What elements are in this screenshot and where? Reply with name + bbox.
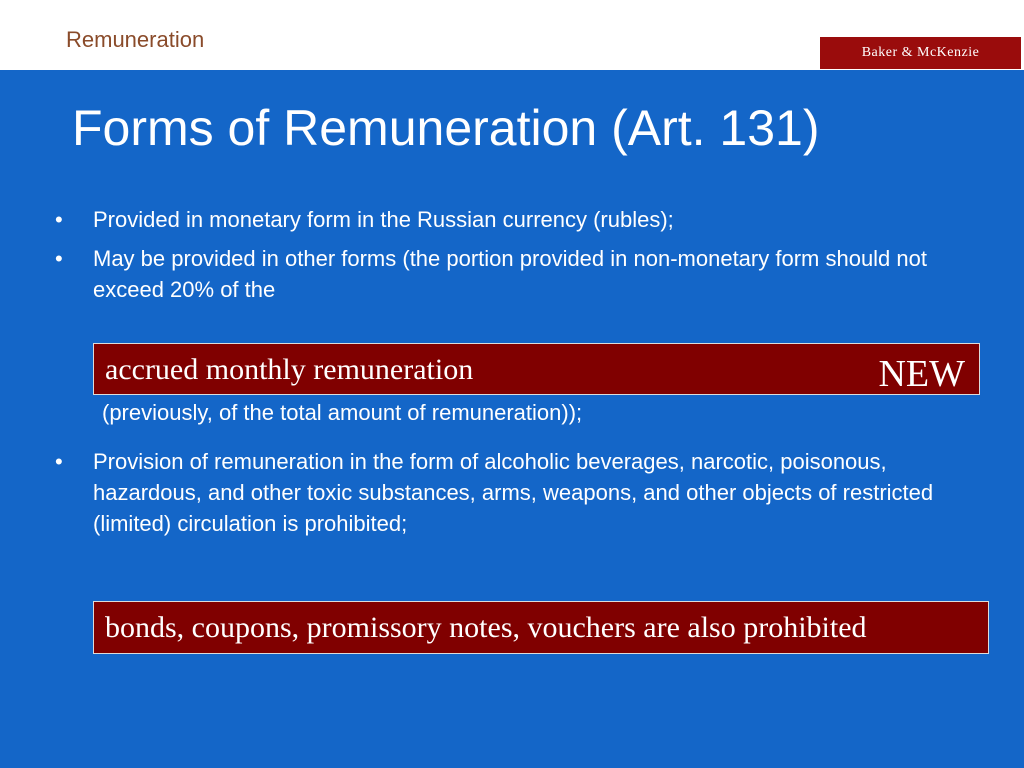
highlight-box-bonds-prohibited xyxy=(93,601,989,654)
highlight-box-text: bonds, coupons, promissory notes, vouchers are also prohibited xyxy=(105,611,867,644)
baker-mckenzie-logo: Baker & McKenzie xyxy=(820,37,1021,69)
highlight-box-accrued-remuneration xyxy=(93,343,980,395)
header-bar xyxy=(0,0,1024,70)
section-label: Remuneration xyxy=(66,27,205,52)
previously-note: (previously, of the total amount of remuneration)); xyxy=(102,400,583,425)
bullet-text: May be provided in other forms (the portion provided in non-monetary form should not exceed 20% of the xyxy=(93,246,927,302)
slide-title: Forms of Remuneration (Art. 131) xyxy=(72,100,820,156)
bullet-text: Provision of remuneration in the form of alcoholic beverages, narcotic, poisonous, hazardous, and other toxic substances, arms, weapons, and other objects of restricted (limited) circulation is prohibited; xyxy=(93,449,934,536)
bullet-dot-icon: • xyxy=(55,246,63,271)
bullet-text: Provided in monetary form in the Russian currency (rubles); xyxy=(93,207,674,232)
bullet-dot-icon: • xyxy=(55,207,63,232)
new-badge: NEW xyxy=(878,353,965,395)
highlight-box-text: accrued monthly remuneration xyxy=(105,353,474,386)
bullet-dot-icon: • xyxy=(55,449,63,474)
